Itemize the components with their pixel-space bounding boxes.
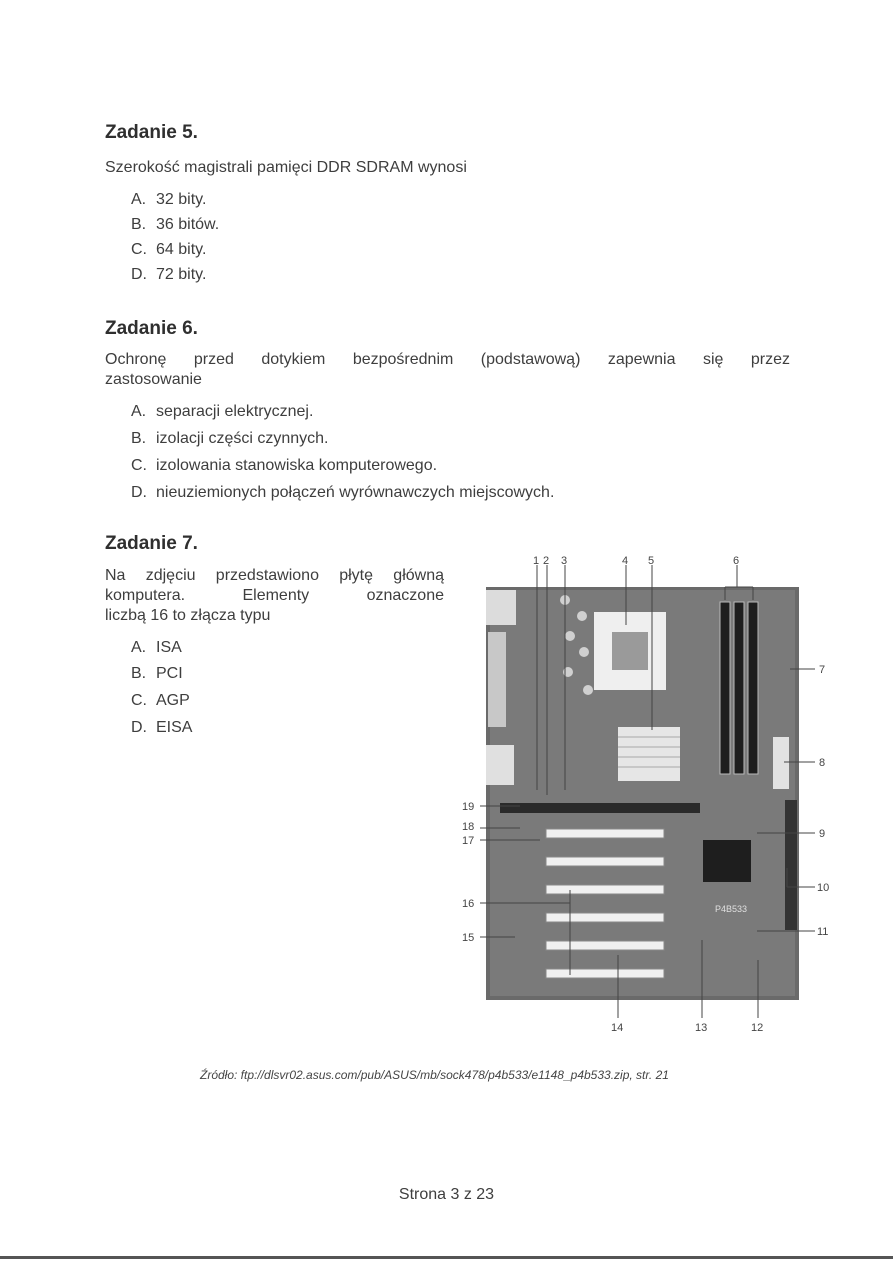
page-number-footer: Strona 3 z 23 xyxy=(398,1186,495,1203)
q7-question-line2: komputera. Elementy oznaczone xyxy=(105,587,444,604)
label-4: 4 xyxy=(622,555,629,567)
label-6: 6 xyxy=(733,555,740,567)
q5-option-b: B. 36 bitów. xyxy=(131,216,220,233)
q7-title: Zadanie 7. xyxy=(105,533,198,554)
label-2: 2 xyxy=(543,555,550,567)
southbridge-chip xyxy=(703,840,751,882)
q7-option-b: B. PCI xyxy=(131,665,183,682)
q6-option-c: C. izolowania stanowiska komputerowego. xyxy=(131,457,438,474)
q5-option-c: C. 64 bity. xyxy=(131,241,207,258)
q6-option-b: B. izolacji części czynnych. xyxy=(131,430,329,447)
q5-title: Zadanie 5. xyxy=(105,122,198,143)
pci-slot-1 xyxy=(546,829,664,838)
q6-option-a: A. separacji elektrycznej. xyxy=(131,403,314,420)
q7-option-d: D. EISA xyxy=(131,719,193,736)
q5-option-d: D. 72 bity. xyxy=(131,266,207,283)
q6-option-d: D. nieuziemionych połączeń wyrównawczych miejscowych. xyxy=(131,484,555,501)
label-19: 19 xyxy=(462,801,475,813)
q7-option-c: C. AGP xyxy=(131,692,190,709)
pci-slot-3 xyxy=(546,885,664,894)
dimm-slot-3 xyxy=(748,602,758,774)
northbridge-heatsink xyxy=(618,727,680,781)
label-7: 7 xyxy=(819,664,826,676)
pci-slot-2 xyxy=(546,857,664,866)
label-13: 13 xyxy=(695,1022,708,1034)
q5-option-a: A. 32 bity. xyxy=(131,191,207,208)
dimm-slot-2 xyxy=(734,602,744,774)
q7-question-line3: liczbą 16 to złącza typu xyxy=(105,607,271,624)
motherboard-figure xyxy=(460,550,845,1040)
agp-slot xyxy=(500,803,700,813)
q6-title: Zadanie 6. xyxy=(105,318,198,339)
pci-slot-6 xyxy=(546,969,664,978)
label-10: 10 xyxy=(817,882,830,894)
label-14: 14 xyxy=(611,1022,624,1034)
label-11: 11 xyxy=(817,926,829,938)
label-17: 17 xyxy=(462,835,475,847)
atx-power-connector xyxy=(773,737,789,789)
label-3: 3 xyxy=(561,555,568,567)
figure-source-caption: Źródło: ftp://dlsvr02.asus.com/pub/ASUS/mb/sock478/p4b533/e1148_p4b533.zip, str. 21 xyxy=(200,1068,669,1082)
io-port-block xyxy=(488,632,506,727)
label-8: 8 xyxy=(819,757,826,769)
pci-slot-5 xyxy=(546,941,664,950)
q7-option-a: A. ISA xyxy=(131,639,182,656)
pci-slot-4 xyxy=(546,913,664,922)
bottom-rule xyxy=(0,1256,893,1259)
dimm-slot-1 xyxy=(720,602,730,774)
label-1: 1 xyxy=(533,555,540,567)
label-5: 5 xyxy=(648,555,655,567)
label-16: 16 xyxy=(462,898,475,910)
label-15: 15 xyxy=(462,932,475,944)
label-9: 9 xyxy=(819,828,826,840)
label-12: 12 xyxy=(751,1022,764,1034)
label-18: 18 xyxy=(462,821,475,833)
q5-question: Szerokość magistrali pamięci DDR SDRAM wynosi xyxy=(105,159,467,176)
board-marking: P4B533 xyxy=(715,904,748,914)
q7-question-line1: Na zdjęciu przedstawiono płytę główną xyxy=(105,567,444,584)
q6-question-line1: Ochronę przed dotykiem bezpośrednim (podstawową) zapewnia się przez xyxy=(105,351,790,368)
q6-question-line2: zastosowanie xyxy=(105,371,202,388)
